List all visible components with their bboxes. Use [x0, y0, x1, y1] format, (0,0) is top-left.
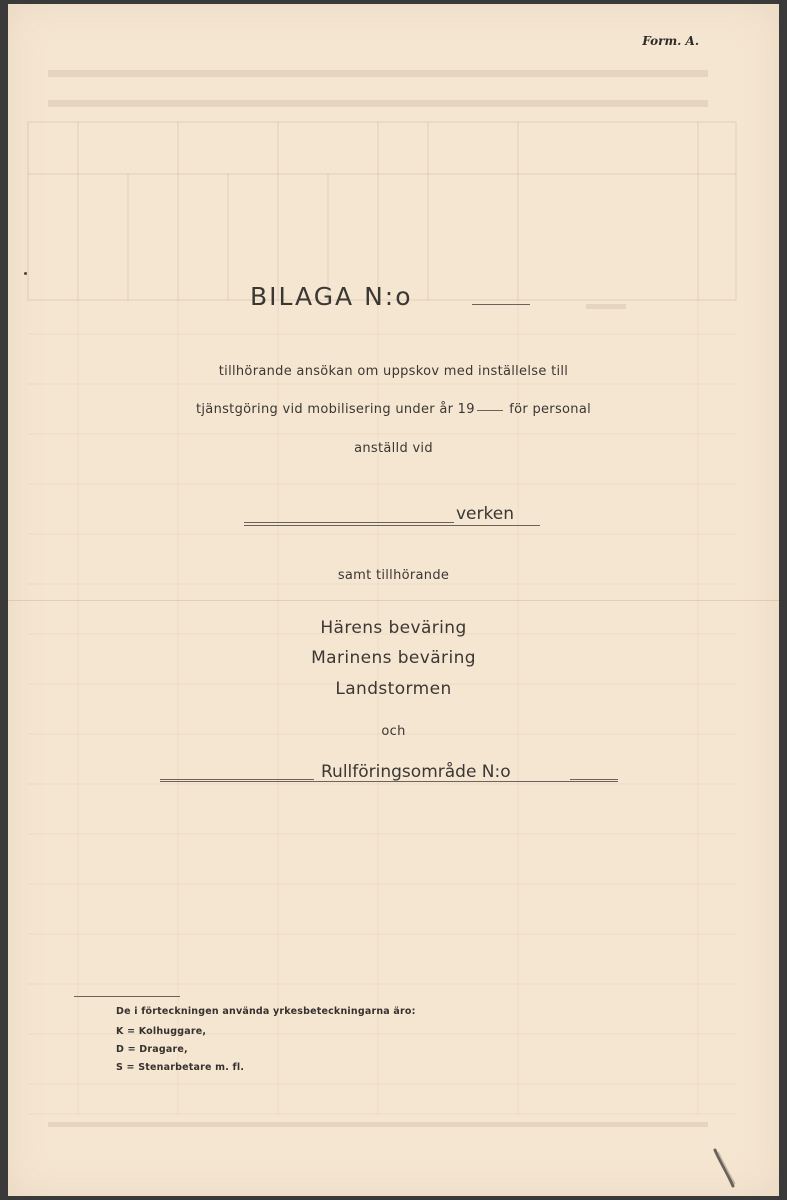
pencil-mark-icon: [709, 1146, 739, 1190]
footnote-item: S = Stenarbetare m. fl.: [116, 1062, 245, 1073]
intro-line-2: [8, 402, 779, 417]
footnote-item: K = Kolhuggare,: [116, 1026, 207, 1037]
document-page: [8, 4, 779, 1196]
samt-text: samt tillhörande: [337, 568, 450, 583]
verken-label: verken: [456, 504, 514, 524]
paper-fold: [8, 600, 779, 601]
form-label: Form. A.: [642, 34, 699, 48]
intro-line-3: anställd vid: [354, 441, 433, 456]
rull-underline: [160, 781, 618, 782]
category-marinens-bevaring: Marinens beväring: [311, 648, 476, 668]
category-landstormen: Landstormen: [335, 679, 452, 699]
paper-speck: [24, 272, 27, 275]
year-blank-line: [477, 409, 503, 411]
rull-blank-line-left: [160, 779, 314, 780]
intro-line-2-part-2: för personal: [509, 402, 591, 417]
rull-label: Rullföringsområde N:o: [321, 762, 511, 782]
number-blank-line: [472, 304, 530, 305]
footnote-rule: [74, 996, 180, 997]
footnote-heading: De i förteckningen använda yrkesbeteckningarna äro:: [116, 1006, 416, 1017]
page-title: BILAGA N:o: [250, 282, 413, 311]
verken-underline: [244, 525, 540, 526]
footnote-item: D = Dragare,: [116, 1044, 188, 1055]
rull-blank-line-right: [570, 779, 618, 780]
intro-line-1: tillhörande ansökan om uppskov med inställelse till: [218, 364, 569, 379]
verken-blank-line: [244, 522, 454, 523]
och-text: och: [381, 724, 406, 739]
intro-line-2-part-1: tjänstgöring vid mobilisering under år 19: [196, 402, 475, 417]
category-harens-bevaring: Härens beväring: [320, 618, 467, 638]
